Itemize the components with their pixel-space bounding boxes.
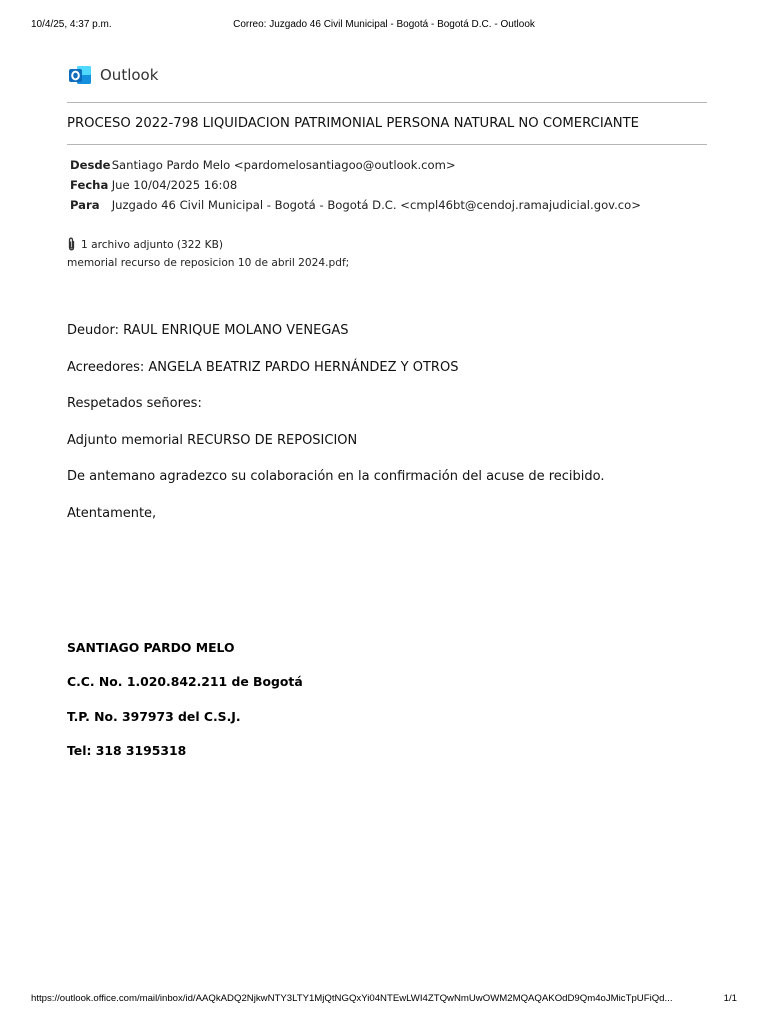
body-greeting: Respetados señores: (67, 396, 202, 411)
paperclip-icon (67, 237, 76, 254)
print-url: https://outlook.office.com/mail/inbox/id/AAQkADQ2NjkwNTY3LTY1MjQtNGQxYi04NTEwLWI4ZTQwNmUwOWM2MQAQAKOdD9Qm4oJMicTpUFiQd... (31, 993, 673, 1004)
to-value[interactable]: Juzgado 46 Civil Municipal - Bogotá - Bogotá D.C. <cmpl46bt@cendoj.ramajudicial.gov.co> (111, 198, 641, 212)
email-meta (70, 157, 641, 217)
from-value[interactable]: Santiago Pardo Melo <pardomelosantiagoo@outlook.com> (111, 158, 456, 172)
outlook-logo-icon (68, 63, 92, 87)
attachment-summary[interactable]: 1 archivo adjunto (322 KB) (81, 239, 223, 251)
from-row (70, 157, 641, 177)
signature-name: SANTIAGO PARDO MELO (67, 640, 235, 655)
body-line-attachment: Adjunto memorial RECURSO DE REPOSICION (67, 432, 358, 448)
date-label: Fecha (70, 178, 109, 192)
body-creditors: Acreedores: ANGELA BEATRIZ PARDO HERNÁNDEZ Y OTROS (67, 359, 459, 375)
app-brand (68, 62, 158, 88)
date-row (70, 177, 641, 197)
print-footer (0, 993, 768, 1007)
attachment-file[interactable]: memorial recurso de reposicion 10 de abril 2024.pdf; (67, 257, 350, 269)
attachment-summary-row (67, 237, 349, 253)
body-line-thanks: De antemano agradezco su colaboración en la confirmación del acuse de recibido. (67, 469, 605, 484)
subject-divider (67, 144, 707, 145)
body-debtor: Deudor: RAUL ENRIQUE MOLANO VENEGAS (67, 323, 349, 338)
email-signature (67, 639, 303, 776)
print-header (0, 19, 768, 33)
to-row (70, 197, 641, 217)
email-body (67, 322, 727, 541)
to-label: Para (70, 198, 100, 212)
attachments (67, 237, 349, 269)
body-closing: Atentamente, (67, 505, 157, 521)
print-page-number: 1/1 (723, 993, 737, 1004)
signature-tp: T.P. No. 397973 del C.S.J. (67, 708, 241, 724)
signature-tel: Tel: 318 3195318 (67, 742, 187, 758)
header-divider (67, 102, 707, 103)
app-name: Outlook (100, 66, 159, 84)
date-value: Jue 10/04/2025 16:08 (111, 178, 238, 192)
from-label: Desde (70, 158, 111, 172)
signature-id: C.C. No. 1.020.842.211 de Bogotá (67, 674, 303, 690)
email-subject: PROCESO 2022-798 LIQUIDACION PATRIMONIAL PERSONA NATURAL NO COMERCIANTE (67, 116, 639, 131)
print-datetime: 10/4/25, 4:37 p.m. (31, 19, 112, 30)
print-window-title: Correo: Juzgado 46 Civil Municipal - Bogotá - Bogotá D.C. - Outlook (233, 19, 535, 30)
